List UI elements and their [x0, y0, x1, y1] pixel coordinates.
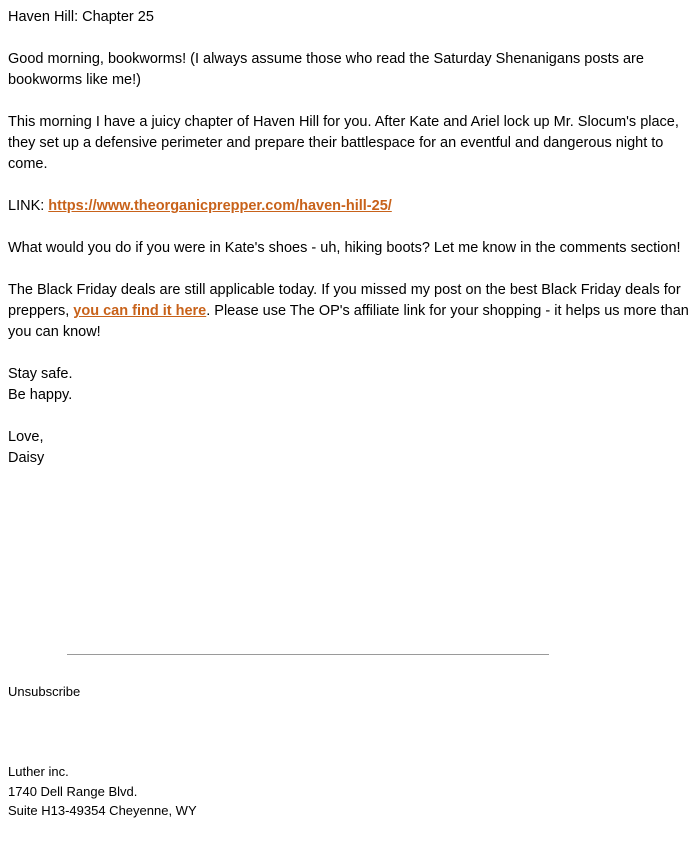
footer-address — [8, 762, 197, 821]
deals-paragraph — [8, 280, 694, 343]
deals-text-after: . Please use The OP's affiliate link for your shopping - it helps us more than you can know! — [8, 303, 689, 340]
footer-divider — [67, 654, 549, 655]
signoff-paragraph — [8, 364, 694, 406]
link-paragraph — [8, 196, 694, 217]
address-line-1: 1740 Dell Range Blvd. — [8, 783, 138, 799]
company-name: Luther inc. — [8, 764, 69, 779]
signoff-line-2: Be happy. — [8, 387, 73, 403]
address-line-2: Suite H13-49354 Cheyenne, WY — [8, 803, 197, 818]
question-paragraph: What would you do if you were in Kate's shoes - uh, hiking boots? Let me know in the comments section! — [8, 240, 681, 256]
chapter-link[interactable]: https://www.theorganicprepper.com/haven-hill-25/ — [48, 198, 392, 214]
closing-paragraph — [8, 427, 694, 469]
author-name: Daisy — [8, 450, 45, 466]
email-body — [8, 7, 694, 490]
signoff-line-1: Stay safe. — [8, 366, 73, 382]
email-title: Haven Hill: Chapter 25 — [8, 9, 154, 25]
unsubscribe-link[interactable]: Unsubscribe — [8, 684, 81, 699]
deals-link[interactable]: you can find it here — [73, 303, 207, 319]
greeting-paragraph: Good morning, bookworms! (I always assume those who read the Saturday Shenanigans posts are bookworms like me!) — [8, 51, 644, 88]
closing-line: Love, — [8, 429, 44, 445]
deals-text-before: The Black Friday deals are still applicable today. If you missed my post on the best Black Friday deals for preppers, — [8, 282, 681, 319]
intro-paragraph: This morning I have a juicy chapter of Haven Hill for you. After Kate and Ariel lock up Mr. Slocum's place, they set up a defensive perimeter and prepare their battlespace for an eventful and dangerous night to come. — [8, 114, 679, 172]
link-prefix: LINK: — [8, 198, 49, 214]
